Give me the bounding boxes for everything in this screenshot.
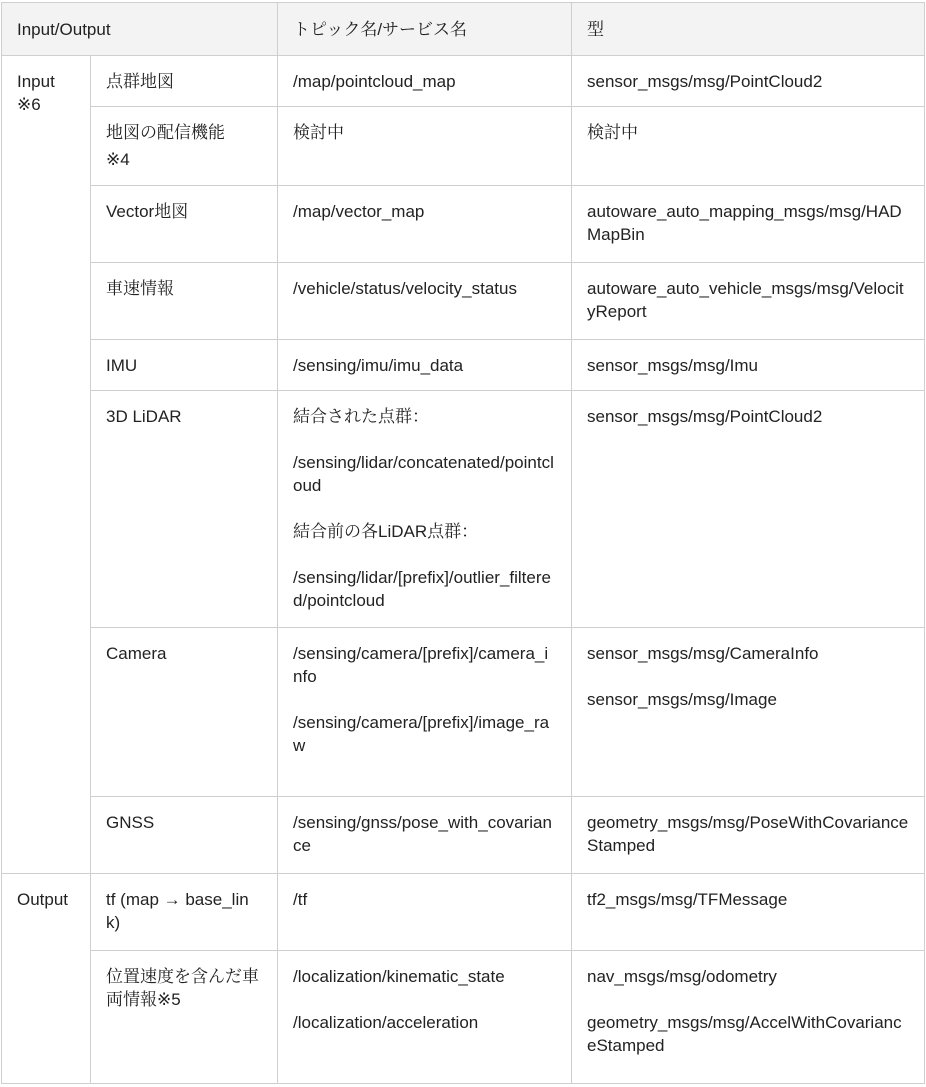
row-name-text: 点群地図 <box>106 72 174 91</box>
row-name <box>91 107 278 186</box>
row-topic <box>278 391 572 628</box>
row-name-text: 位置速度を含んだ車両情報※5 <box>106 967 259 1009</box>
row-name-text: 地図の配信機能 <box>106 123 225 142</box>
row-type-text: geometry_msgs/msg/AccelWithCovarianceStamped <box>587 1013 902 1055</box>
table-row <box>2 263 925 340</box>
row-type <box>572 263 925 340</box>
row-type-text: nav_msgs/msg/odometry <box>587 967 777 986</box>
table-row <box>2 951 925 1084</box>
row-topic <box>278 263 572 340</box>
row-type-text: autoware_auto_mapping_msgs/msg/HADMapBin <box>587 202 902 244</box>
row-topic <box>278 340 572 391</box>
row-topic-text: /sensing/imu/imu_data <box>293 356 464 375</box>
row-type-text: sensor_msgs/msg/PointCloud2 <box>587 72 823 91</box>
row-topic-text: 結合された点群： <box>293 407 430 426</box>
row-topic <box>278 874 572 951</box>
row-type-text: sensor_msgs/msg/Imu <box>587 356 759 375</box>
row-type-text: 検討中 <box>587 123 639 142</box>
header-row <box>2 3 925 56</box>
row-topic <box>278 186 572 263</box>
row-type-text: tf2_msgs/msg/TFMessage <box>587 890 788 909</box>
row-topic <box>278 56 572 107</box>
row-topic-text: /localization/kinematic_state <box>293 967 505 986</box>
group-output-label <box>2 874 91 1084</box>
row-name <box>91 628 278 797</box>
group-label-line: Input <box>17 72 55 91</box>
row-type-text: sensor_msgs/msg/PointCloud2 <box>587 407 823 426</box>
row-name <box>91 263 278 340</box>
row-name <box>91 56 278 107</box>
row-type <box>572 951 925 1084</box>
row-name <box>91 797 278 874</box>
row-topic-text: /vehicle/status/velocity_status <box>293 279 517 298</box>
group-label-line: ※6 <box>17 95 41 114</box>
group-input-label <box>2 56 91 874</box>
row-type <box>572 186 925 263</box>
row-topic-text: /tf <box>293 890 308 909</box>
group-label-line: Output <box>17 890 69 909</box>
row-type-text: sensor_msgs/msg/CameraInfo <box>587 644 819 663</box>
table-row <box>2 391 925 628</box>
row-name-text: IMU <box>106 356 138 375</box>
row-topic <box>278 951 572 1084</box>
row-name-text: GNSS <box>106 813 155 832</box>
row-type <box>572 628 925 797</box>
header-type: 型 <box>572 3 925 56</box>
table-row <box>2 874 925 951</box>
row-topic-text: /sensing/lidar/[prefix]/outlier_filtered/pointcloud <box>293 568 551 610</box>
row-name-text: tf (map → base_link) <box>106 890 249 932</box>
row-type <box>572 56 925 107</box>
row-name-text: Vector地図 <box>106 202 189 221</box>
row-topic-text: /sensing/camera/[prefix]/camera_info <box>293 644 549 686</box>
header-topic: トピック名/サービス名 <box>278 3 572 56</box>
row-name-text: Camera <box>106 644 167 663</box>
row-type <box>572 797 925 874</box>
table-row <box>2 107 925 186</box>
row-topic-text: /sensing/lidar/concatenated/pointcloud <box>293 453 554 495</box>
row-topic-text: 結合前の各LiDAR点群： <box>293 522 479 541</box>
table-row <box>2 797 925 874</box>
row-topic-text: /map/vector_map <box>293 202 425 221</box>
row-topic-text: /localization/acceleration <box>293 1013 479 1032</box>
row-name-text: 車速情報 <box>106 279 174 298</box>
row-name <box>91 391 278 628</box>
row-type-text: autoware_auto_vehicle_msgs/msg/VelocityReport <box>587 279 904 321</box>
row-topic <box>278 797 572 874</box>
table-row <box>2 628 925 797</box>
table-row <box>2 340 925 391</box>
table-row <box>2 56 925 107</box>
row-topic-text: /sensing/camera/[prefix]/image_raw <box>293 713 550 755</box>
row-topic-text: /map/pointcloud_map <box>293 72 456 91</box>
row-type <box>572 391 925 628</box>
row-topic <box>278 628 572 797</box>
row-topic-text: 検討中 <box>293 123 345 142</box>
header-io: Input/Output <box>2 3 278 56</box>
row-name <box>91 340 278 391</box>
row-topic-text: /sensing/gnss/pose_with_covariance <box>293 813 552 855</box>
row-type <box>572 107 925 186</box>
row-name <box>91 874 278 951</box>
row-name <box>91 186 278 263</box>
row-name-text: ※4 <box>106 150 130 169</box>
row-name-text: 3D LiDAR <box>106 407 182 426</box>
row-type <box>572 340 925 391</box>
row-name <box>91 951 278 1084</box>
row-type-text: geometry_msgs/msg/PoseWithCovarianceStamped <box>587 813 909 855</box>
row-topic <box>278 107 572 186</box>
input-output-table <box>1 2 925 1084</box>
row-type-text: sensor_msgs/msg/Image <box>587 690 777 709</box>
row-type <box>572 874 925 951</box>
table-row <box>2 186 925 263</box>
